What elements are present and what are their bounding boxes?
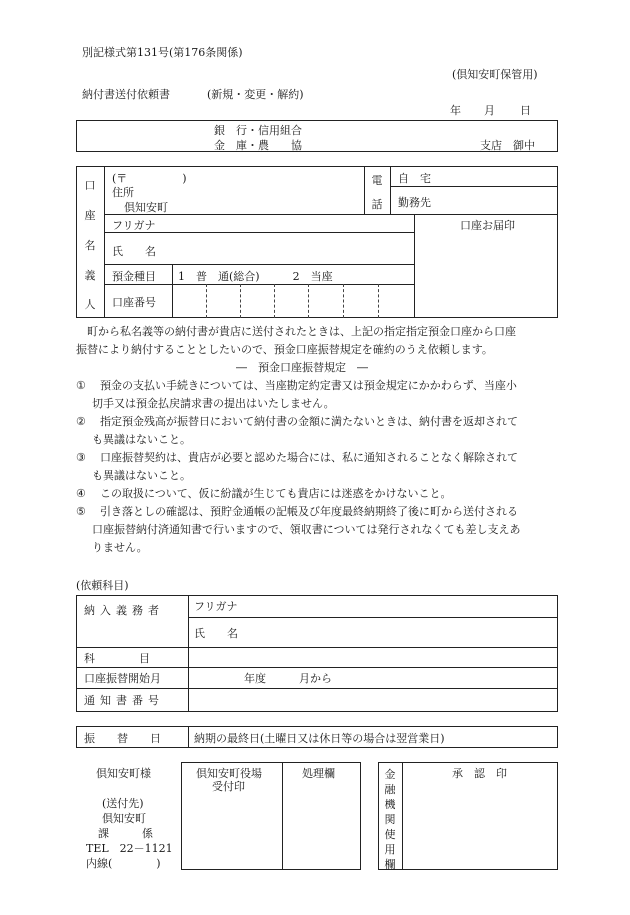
- rule-1-line-1: 預金の支払い手続きについては、当座勘定約定書又は預金規定にかかわらず、当座小: [100, 379, 517, 392]
- holder-name-label: 氏 名: [112, 245, 156, 258]
- subject-label: 科 目: [84, 652, 150, 665]
- payer-name-label: 氏 名: [194, 627, 238, 640]
- phone-label-2: 話: [371, 198, 383, 211]
- payer-label: 納入義務者: [84, 604, 164, 617]
- account-side-label-1: 口: [84, 179, 96, 192]
- form-number: 別記様式第131号(第176条関係): [82, 46, 243, 59]
- account-number-label: 口座番号: [112, 296, 156, 309]
- address-label: 住所: [112, 186, 134, 199]
- seal-label: 口座お届印: [460, 219, 515, 232]
- payer-furigana-label: フリガナ: [194, 600, 238, 613]
- rule-5-line-1: 引き落としの確認は、預貯金通帳の記帳及び年度最終納期終了後に町から送付される: [100, 505, 518, 518]
- phone-label-1: 電: [371, 174, 383, 187]
- doc-type: (新規・変更・解約): [207, 88, 304, 101]
- retention-note: (倶知安町保管用): [452, 68, 538, 81]
- rule-4-line-1: この取扱について、仮に紛議が生じても貴店には迷惑をかけないこと。: [100, 487, 452, 500]
- subject-heading: (依頼科目): [76, 579, 129, 592]
- rule-5-line-2: 口座振替納付済通知書で行いますので、領収書については発行されなくても差し支えあ: [92, 523, 521, 536]
- rule-4-number: ④: [76, 487, 86, 500]
- account-side-label-4: 義: [84, 269, 96, 282]
- send-to-label: (送付先): [102, 797, 144, 810]
- bank-use-label-7: 欄: [384, 858, 396, 871]
- rule-2-line-2: も異議はないこと。: [92, 433, 191, 446]
- bank-use-label-4: 関: [384, 813, 396, 826]
- transfer-start-value: 年度 月から: [244, 672, 332, 685]
- processing-label: 処理欄: [302, 767, 335, 780]
- date-day: 日: [520, 104, 531, 117]
- transfer-date-value: 納期の最終日(土曜日又は休日等の場合は翌営業日): [194, 732, 445, 745]
- bank-use-label-1: 金: [384, 768, 396, 781]
- bank-use-label-3: 機: [384, 798, 396, 811]
- account-side-label-3: 名: [84, 239, 96, 252]
- rule-2-line-1: 指定預金残高が振替日において納付書の金額に満たないときは、納付書を返却されて: [100, 415, 518, 428]
- rule-5-line-3: りません。: [92, 541, 148, 554]
- rule-2-number: ②: [76, 415, 86, 428]
- request-text-line-2: 振替により納付することとしたいので、預金口座振替規定を確約のうえ依頼します。: [76, 343, 493, 356]
- date-month: 月: [484, 104, 495, 117]
- office-receipt-label-2: 受付印: [212, 780, 245, 793]
- address-value: 倶知安町: [124, 201, 168, 214]
- transfer-start-label: 口座振替開始月: [84, 672, 161, 685]
- notice-number-label: 通知書番号: [84, 694, 164, 707]
- rule-1-line-2: 切手又は預金払戻請求書の提出はいたしません。: [92, 397, 335, 410]
- transfer-date-label: 振 替 日: [84, 732, 161, 745]
- office-receipt-label-1: 倶知安町役場: [196, 767, 262, 780]
- account-side-label-5: 人: [84, 298, 96, 311]
- date-year: 年: [450, 104, 461, 117]
- bank-branch: 支店 御中: [480, 139, 535, 152]
- request-text-line-1: 町から私名義等の納付書が貴店に送付されたときは、上記の指定指定預金口座から口座: [76, 325, 516, 338]
- contact-extension: 内線( ): [86, 857, 161, 870]
- postal-code: (〒 ): [112, 172, 187, 185]
- deposit-type-options: 1 普 通(総合) 2 当座: [178, 270, 333, 283]
- addressee: 倶知安町様: [96, 767, 151, 780]
- send-to-town: 倶知安町: [102, 812, 146, 825]
- contact-phone: TEL 22－1121: [86, 842, 173, 855]
- rule-3-line-2: も異議はないこと。: [92, 469, 191, 482]
- rules-heading: ― 預金口座振替規定 ―: [236, 361, 368, 374]
- rule-3-line-1: 口座振替契約は、貴店が必要と認めた場合には、私に通知されることなく解除されて: [100, 451, 518, 464]
- send-to-department: 課 係: [98, 827, 153, 840]
- rule-3-number: ③: [76, 451, 86, 464]
- bank-use-label-6: 用: [384, 843, 396, 856]
- phone-home-label: 自 宅: [398, 172, 431, 185]
- rule-5-number: ⑤: [76, 505, 86, 518]
- account-side-label-2: 座: [84, 209, 96, 222]
- phone-work-label: 勤務先: [398, 196, 431, 209]
- deposit-type-label: 預金種目: [112, 270, 156, 283]
- approval-stamp-label: 承 認 印: [452, 767, 507, 780]
- bank-use-label-5: 使: [384, 828, 396, 841]
- doc-title: 納付書送付依頼書: [82, 88, 170, 101]
- bank-line-2: 金 庫・農 協: [214, 139, 302, 152]
- holder-furigana-label: フリガナ: [112, 219, 156, 232]
- bank-use-label-2: 融: [384, 783, 396, 796]
- rule-1-number: ①: [76, 379, 86, 392]
- bank-line-1: 銀 行・信用組合: [214, 124, 302, 137]
